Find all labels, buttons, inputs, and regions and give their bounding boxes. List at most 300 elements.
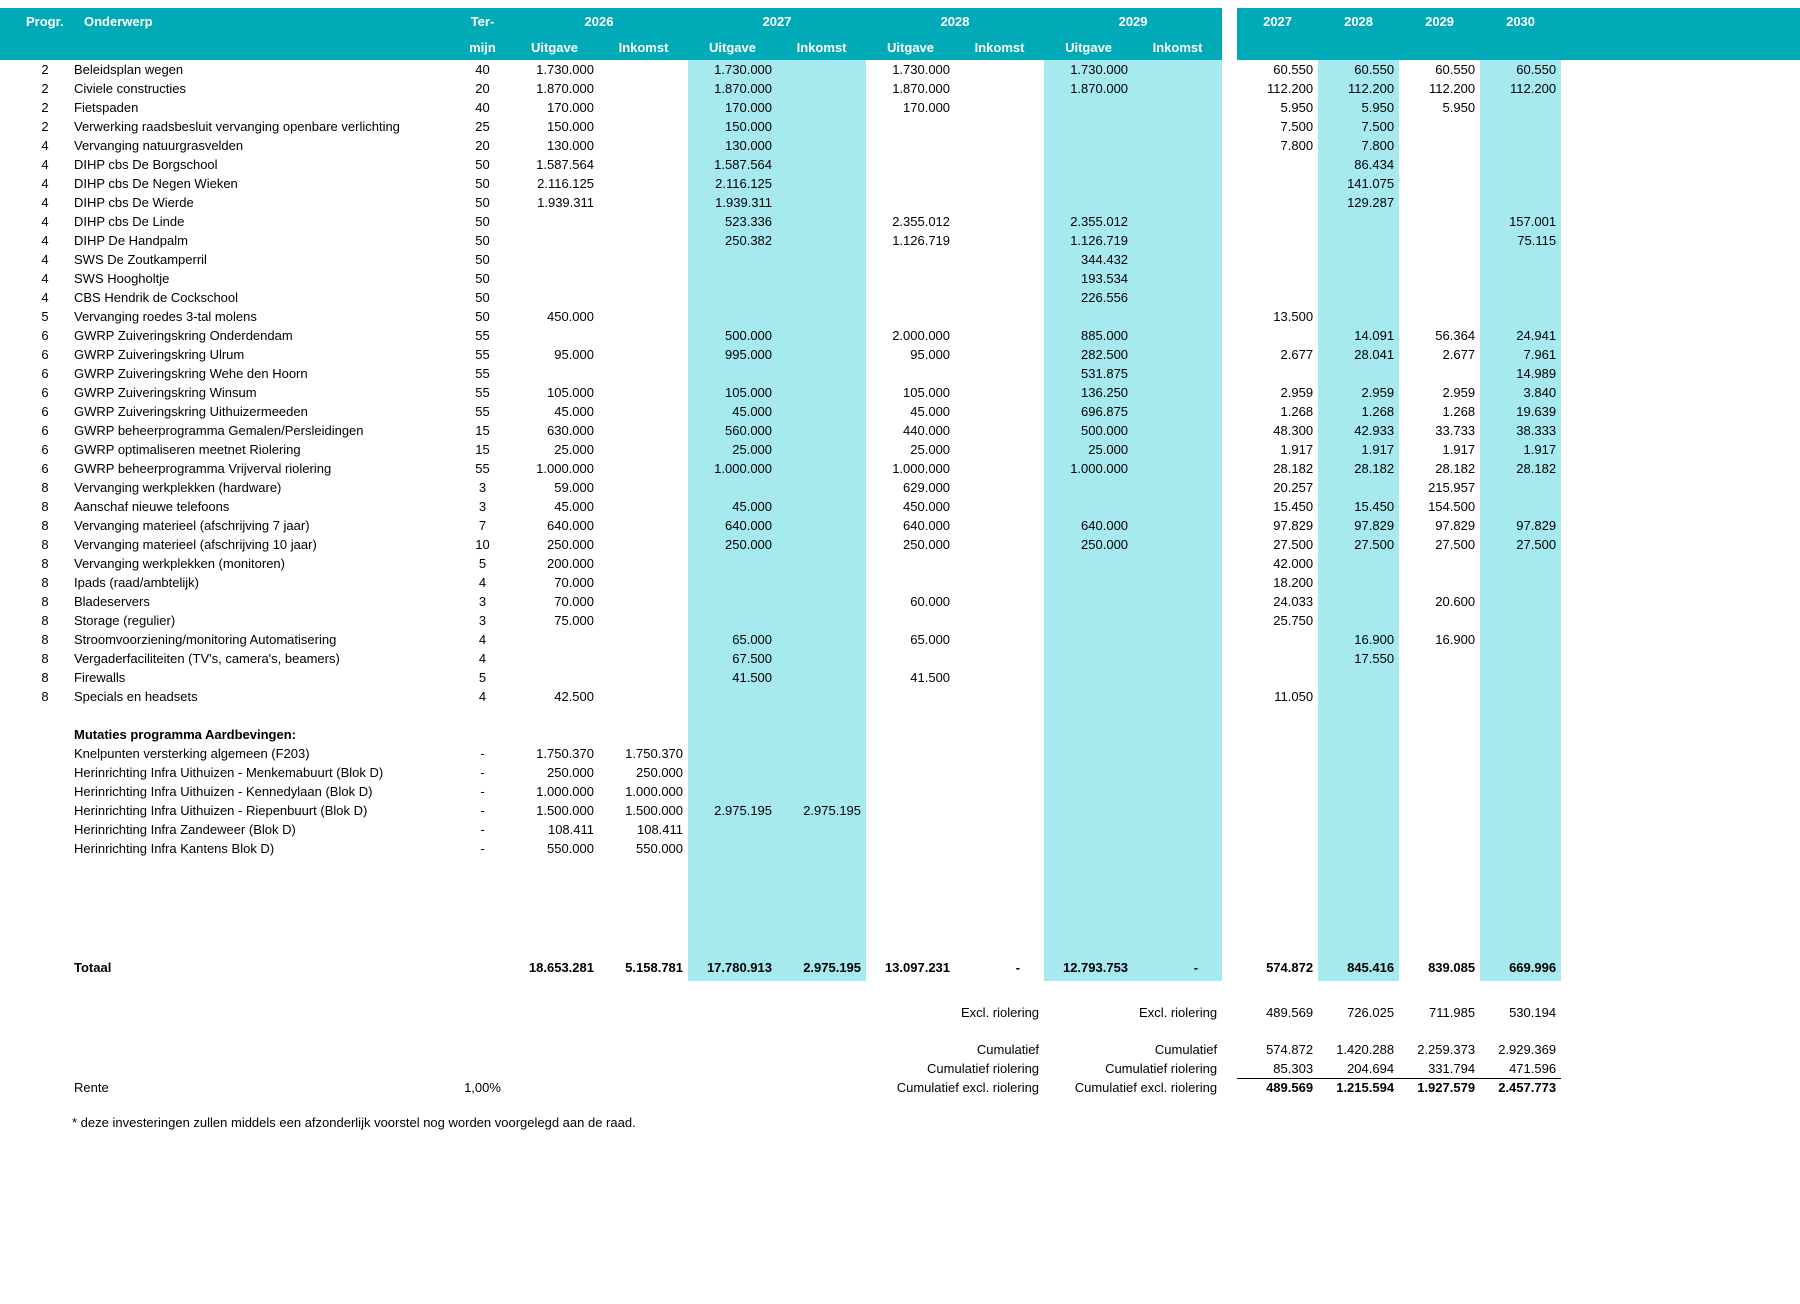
cell-lasten-2029: [1399, 288, 1480, 307]
cell-2027-uitgave: 2.116.125: [688, 174, 777, 193]
filler: [1561, 1059, 1800, 1078]
cell-lasten-2027: [1237, 820, 1318, 839]
cell-progr: [0, 934, 70, 953]
cell-lasten-2029: [1399, 554, 1480, 573]
cell-lasten-2027: [1237, 630, 1318, 649]
cell-lasten-2028: [1318, 364, 1399, 383]
filler: [1561, 231, 1800, 250]
cell-2029-uitgave: 250.000: [1044, 535, 1133, 554]
cell-2026-inkomst: [599, 649, 688, 668]
cell-lasten-2028: [1318, 668, 1399, 687]
cell-2029-inkomst: [1133, 801, 1222, 820]
cell-2028-uitgave: [866, 117, 955, 136]
cell-2029-inkomst: [1133, 554, 1222, 573]
totaal-2029-inkomst: -: [1133, 953, 1222, 981]
cell-2026-inkomst: [599, 706, 688, 725]
cell-lasten-2027: [1237, 706, 1318, 725]
cell-progr: [0, 1078, 70, 1097]
cell-2029-inkomst: [1133, 478, 1222, 497]
cell-lasten-2030: 3.840: [1480, 383, 1561, 402]
cell-2027-inkomst: [777, 763, 866, 782]
cell-2027-inkomst: [777, 98, 866, 117]
cell-2029-uitgave: 25.000: [1044, 440, 1133, 459]
cell-progr: [0, 782, 70, 801]
filler: [1561, 497, 1800, 516]
rente-value: 1,00%: [464, 1080, 501, 1095]
cell-progr: [0, 763, 70, 782]
table-row: [0, 231, 1800, 250]
cell-2028-inkomst: [955, 383, 1044, 402]
cell-lasten-2030: [1480, 592, 1561, 611]
filler: [1561, 1078, 1800, 1097]
cell-termijn: 55: [475, 347, 490, 362]
cell-2028-inkomst: [955, 231, 1044, 250]
cell-termijn: 40: [475, 100, 490, 115]
cell-lasten-2030: 28.182: [1480, 459, 1561, 478]
cell-lasten-2030: [1480, 820, 1561, 839]
year-header-right-2029: 2029: [1399, 8, 1480, 35]
cell-lasten-2029: 215.957: [1428, 480, 1476, 495]
cell-2028-uitgave: [866, 136, 955, 155]
cell-2027-uitgave: [688, 250, 777, 269]
cell-2028-inkomst: [955, 801, 1044, 820]
cell-lasten-2027: 42.000: [1273, 556, 1314, 571]
cell-2028-uitgave: [866, 725, 955, 744]
cell-lasten-2029: [1399, 858, 1480, 877]
cell-lasten-2029: [1399, 307, 1480, 326]
cell-2027-uitgave: 67.500: [688, 649, 777, 668]
column-gap: [1222, 345, 1237, 364]
cell-onderwerp: DIHP cbs De Borgschool: [74, 157, 218, 172]
cell-2028-uitgave: [866, 706, 955, 725]
cell-lasten-2030: 60.550: [1480, 60, 1561, 79]
table-row: [0, 98, 1800, 117]
cell-2027-inkomst: [777, 858, 866, 877]
table-row: [0, 364, 1800, 383]
cell-lasten-2030: 1.917: [1480, 440, 1561, 459]
cell-lasten-2030: [1480, 611, 1561, 630]
cell-progr: [0, 915, 70, 934]
column-gap: [1222, 459, 1237, 478]
cell-2026-uitgave: 630.000: [547, 423, 594, 438]
cell-2027-uitgave: 250.000: [688, 535, 777, 554]
column-gap: [1222, 60, 1237, 79]
cell-2028-inkomst: [955, 839, 1044, 858]
cell-progr: [0, 896, 70, 915]
cell-2027-inkomst: [777, 459, 866, 478]
cell-2026-uitgave: 550.000: [547, 841, 594, 856]
cell-progr: [0, 1059, 70, 1078]
cell-lasten-2028: 86.434: [1318, 155, 1399, 174]
cell-2029-inkomst: [1133, 706, 1222, 725]
cell-2027-inkomst: [777, 820, 866, 839]
cell-lasten-2030: [1480, 155, 1561, 174]
cell-progr: [0, 858, 70, 877]
cell-lasten-2027: 13.500: [1273, 309, 1314, 324]
filler: [1561, 554, 1800, 573]
table-row: [0, 79, 1800, 98]
cell-2026-uitgave: 1.939.311: [537, 195, 594, 210]
table-body: [0, 60, 1800, 953]
column-gap: [1222, 8, 1237, 35]
filler: [1561, 79, 1800, 98]
cell-2027-inkomst: [777, 668, 866, 687]
cell-lasten-2027: [1237, 801, 1318, 820]
totaal-2027-uitgave: 17.780.913: [688, 953, 777, 981]
cell-progr: 4: [41, 195, 49, 210]
header-empty: [0, 35, 70, 60]
cell-lasten-2027: [1237, 782, 1318, 801]
cell-termijn: 50: [475, 252, 490, 267]
filler: [1561, 516, 1800, 535]
cell-2027-inkomst: [777, 516, 866, 535]
cell-2026-inkomst: [599, 725, 688, 744]
footnote: * deze investeringen zullen middels een afzonderlijk voorstel nog worden voorgelegd aan de raad.: [72, 1115, 636, 1130]
cell-termijn: 55: [475, 366, 490, 381]
cell-2026-inkomst: [599, 915, 688, 934]
cell-termijn: [455, 725, 510, 744]
filler: [1561, 782, 1800, 801]
column-gap: [1222, 250, 1237, 269]
cell-progr: 8: [41, 518, 49, 533]
cell-lasten-2030: [1480, 934, 1561, 953]
cell-2029-inkomst: [1133, 117, 1222, 136]
cell-2029-uitgave: 226.556: [1044, 288, 1133, 307]
cell-2026-uitgave: 75.000: [554, 613, 594, 628]
year-header-2029: 2029: [1044, 8, 1222, 35]
cell-2029-inkomst: [1133, 269, 1222, 288]
filler: [1561, 212, 1800, 231]
cell-lasten-2027: 112.200: [1267, 81, 1314, 96]
cell-2026-uitgave: 42.500: [554, 689, 594, 704]
column-gap: [1222, 649, 1237, 668]
cell-lasten-2029: [1399, 877, 1480, 896]
cell-2028-inkomst: [955, 820, 1044, 839]
cell-onderwerp: DIHP cbs De Linde: [74, 214, 185, 229]
cell-2029-inkomst: [1133, 307, 1222, 326]
table-row: [0, 136, 1800, 155]
cell-2027-uitgave: [688, 820, 777, 839]
cell-2028-uitgave: 1.000.000: [892, 461, 951, 476]
col-header-onderwerp: Onderwerp: [70, 8, 455, 35]
col-header-termijn-line1: Ter-: [455, 8, 510, 35]
excl-riolering-label-right: Excl. riolering: [1139, 1005, 1218, 1020]
cell-2026-inkomst: [599, 136, 688, 155]
table-row: [0, 269, 1800, 288]
cell-2027-inkomst: [777, 782, 866, 801]
column-gap: [1222, 573, 1237, 592]
cell-2028-inkomst: [955, 858, 1044, 877]
cell-2028-inkomst: [955, 193, 1044, 212]
cell-progr: 8: [41, 480, 49, 495]
cell-2026-inkomst: 550.000: [636, 841, 684, 856]
cell-2026-uitgave: [510, 212, 599, 231]
cell-lasten-2029: [1399, 250, 1480, 269]
cell-onderwerp: Vervanging materieel (afschrijving 7 jaar): [74, 518, 310, 533]
rente-row: [0, 1078, 1800, 1097]
cell-2027-uitgave: 1.730.000: [688, 60, 777, 79]
cell-onderwerp: DIHP De Handpalm: [74, 233, 188, 248]
cell-2027-uitgave: [688, 687, 777, 706]
cell-progr: 8: [41, 632, 49, 647]
cell-termijn: 50: [475, 195, 490, 210]
table-row: [0, 174, 1800, 193]
cell-lasten-2027: [1237, 858, 1318, 877]
cell-2026-uitgave: [510, 934, 599, 953]
cell-termijn: 25: [475, 119, 490, 134]
cell-2027-inkomst: [777, 212, 866, 231]
cell-2028-inkomst: [955, 364, 1044, 383]
cell-lasten-2029: 16.900: [1435, 632, 1476, 647]
cumulatief-excl-2030: 2.457.773: [1480, 1078, 1561, 1097]
column-gap: [1222, 1059, 1237, 1078]
cell-lasten-2029: [1399, 611, 1480, 630]
col-header-progr: Progr.: [0, 8, 70, 35]
column-gap: [1222, 592, 1237, 611]
cell-lasten-2028: [1318, 687, 1399, 706]
cumulatief-2029: 2.259.373: [1417, 1042, 1476, 1057]
cell-termijn: 3: [478, 499, 487, 514]
cell-2028-uitgave: [866, 801, 955, 820]
cumulatief-2027: 574.872: [1266, 1042, 1314, 1057]
cell-termijn: 5: [478, 556, 487, 571]
cell-2028-inkomst: [955, 573, 1044, 592]
cell-2027-uitgave: [688, 269, 777, 288]
cell-2029-inkomst: [1133, 820, 1222, 839]
cell-2029-uitgave: [1044, 896, 1133, 915]
cell-2027-uitgave: 1.939.311: [688, 193, 777, 212]
cell-2028-inkomst: [955, 60, 1044, 79]
cell-2027-inkomst: [777, 421, 866, 440]
cell-progr: 8: [41, 499, 49, 514]
cell-termijn: [455, 877, 510, 896]
cell-2026-uitgave: [510, 288, 599, 307]
cell-2028-uitgave: 1.730.000: [892, 62, 951, 77]
cell-2027-uitgave: [688, 915, 777, 934]
cell-2026-inkomst: [599, 554, 688, 573]
cell-2029-inkomst: [1133, 839, 1222, 858]
filler: [1561, 858, 1800, 877]
cell-2027-inkomst: [777, 592, 866, 611]
cell-lasten-2030: [1480, 288, 1561, 307]
cell-termijn: 55: [475, 385, 490, 400]
cell-2027-uitgave: [688, 877, 777, 896]
filler: [1561, 440, 1800, 459]
cell-lasten-2029: [1399, 763, 1480, 782]
filler: [1561, 820, 1800, 839]
cell-2028-inkomst: [955, 459, 1044, 478]
column-gap: [1222, 478, 1237, 497]
cell-2027-uitgave: [688, 782, 777, 801]
cumulatief-riolering-2029: 331.794: [1428, 1060, 1476, 1076]
cell-onderwerp: SWS Hoogholtje: [74, 271, 170, 286]
cell-progr: 6: [41, 366, 49, 381]
cell-2029-uitgave: [1044, 820, 1133, 839]
cell-2026-uitgave: 70.000: [554, 594, 594, 609]
spacer-row: [0, 915, 1800, 934]
column-gap: [1222, 193, 1237, 212]
cell-2027-inkomst: [777, 60, 866, 79]
cell-lasten-2030: [1480, 782, 1561, 801]
cell-lasten-2027: 28.182: [1273, 461, 1314, 476]
cell-progr: [0, 953, 70, 981]
cell-termijn: [455, 934, 510, 953]
column-gap: [1222, 896, 1237, 915]
table-row: [0, 383, 1800, 402]
filler: [1561, 402, 1800, 421]
cell-lasten-2027: 5.950: [1280, 100, 1314, 115]
cell-2028-uitgave: [866, 611, 955, 630]
cell-2028-inkomst: [955, 269, 1044, 288]
cell-2029-inkomst: [1133, 744, 1222, 763]
column-gap: [1222, 326, 1237, 345]
cell-2027-inkomst: [777, 554, 866, 573]
cell-2027-uitgave: [688, 611, 777, 630]
filler: [1561, 326, 1800, 345]
cell-onderwerp: Vervanging werkplekken (monitoren): [74, 556, 285, 571]
cell-lasten-2030: [1480, 858, 1561, 877]
cell-lasten-2027: [1237, 326, 1318, 345]
filler: [1561, 383, 1800, 402]
filler: [1561, 364, 1800, 383]
cell-lasten-2027: [1237, 649, 1318, 668]
cell-2029-inkomst: [1133, 858, 1222, 877]
cell-2026-uitgave: 130.000: [547, 138, 594, 153]
cell-onderwerp: Firewalls: [74, 670, 126, 685]
cell-2029-inkomst: [1133, 630, 1222, 649]
cumulatief-excl-label-left: Cumulatief excl. riolering: [896, 1080, 1040, 1095]
cell-2028-uitgave: [866, 934, 955, 953]
table-row: [0, 250, 1800, 269]
cell-2028-inkomst: [955, 288, 1044, 307]
column-gap: [1222, 763, 1237, 782]
cell-2026-uitgave: 95.000: [554, 347, 594, 362]
year-header-2027: 2027: [688, 8, 866, 35]
cell-2026-inkomst: [599, 307, 688, 326]
cell-2029-uitgave: [1044, 877, 1133, 896]
cell-termijn: 3: [478, 613, 487, 628]
cell-2027-inkomst: [777, 307, 866, 326]
cell-termijn: 50: [475, 157, 490, 172]
cell-lasten-2030: [1480, 174, 1561, 193]
cell-2029-uitgave: 344.432: [1044, 250, 1133, 269]
cell-2026-uitgave: 200.000: [547, 556, 594, 571]
column-gap: [1222, 117, 1237, 136]
cell-onderwerp: Bladeservers: [74, 594, 150, 609]
cell-2026-uitgave: 108.411: [547, 822, 594, 837]
cell-2029-uitgave: [1044, 744, 1133, 763]
cell-lasten-2029: 5.950: [1442, 100, 1476, 115]
cell-lasten-2030: 75.115: [1480, 231, 1561, 250]
cell-2028-inkomst: [955, 611, 1044, 630]
cell-2028-inkomst: [955, 326, 1044, 345]
cell-2026-uitgave: [510, 915, 599, 934]
cell-2029-uitgave: 136.250: [1044, 383, 1133, 402]
cell-2027-inkomst: [777, 136, 866, 155]
cumulatief-excl-2029: 1.927.579: [1399, 1078, 1480, 1097]
cell-2027-uitgave: 1.000.000: [688, 459, 777, 478]
totaal-2027-inkomst: 2.975.195: [777, 953, 866, 981]
cell-2027-inkomst: [777, 839, 866, 858]
cell-2027-uitgave: [688, 763, 777, 782]
cell-lasten-2030: 38.333: [1480, 421, 1561, 440]
column-gap: [1222, 516, 1237, 535]
cell-lasten-2028: [1318, 934, 1399, 953]
filler: [1561, 1003, 1800, 1022]
cell-2029-uitgave: 1.126.719: [1044, 231, 1133, 250]
filler: [1561, 687, 1800, 706]
cell-onderwerp: Aanschaf nieuwe telefoons: [74, 499, 230, 514]
cell-lasten-2027: [1237, 915, 1318, 934]
spacer-row: [0, 981, 1800, 1003]
column-gap: [1222, 383, 1237, 402]
cell-2026-uitgave: 150.000: [547, 119, 594, 134]
cell-2028-inkomst: [955, 497, 1044, 516]
cell-lasten-2030: 14.989: [1480, 364, 1561, 383]
cell-2027-inkomst: [777, 877, 866, 896]
table-row: [0, 554, 1800, 573]
cell-2028-uitgave: [866, 288, 955, 307]
cell-2029-uitgave: 640.000: [1044, 516, 1133, 535]
cell-2026-uitgave: 59.000: [554, 480, 594, 495]
cell-2029-inkomst: [1133, 98, 1222, 117]
cell-2029-inkomst: [1133, 763, 1222, 782]
cell-2029-inkomst: [1133, 611, 1222, 630]
cell-2029-uitgave: [1044, 915, 1133, 934]
cell-lasten-2029: [1399, 117, 1480, 136]
table-row: [0, 687, 1800, 706]
cell-2026-inkomst: [599, 592, 688, 611]
sub-header-inkomst-2028: Inkomst: [955, 35, 1044, 60]
cell-progr: 4: [41, 252, 49, 267]
cell-2029-uitgave: 1.000.000: [1044, 459, 1133, 478]
cell-2028-inkomst: [955, 896, 1044, 915]
cell-2029-inkomst: [1133, 459, 1222, 478]
column-gap: [1222, 725, 1237, 744]
cell-2026-inkomst: [599, 877, 688, 896]
cell-onderwerp: DIHP cbs De Wierde: [74, 195, 194, 210]
cell-2026-uitgave: 1.000.000: [536, 784, 594, 799]
cell-2027-uitgave: [688, 288, 777, 307]
cell-2026-uitgave: [510, 725, 599, 744]
column-gap: [1222, 79, 1237, 98]
cell-lasten-2027: [1237, 668, 1318, 687]
cell-termijn: 55: [475, 461, 490, 476]
cell-2027-inkomst: [777, 193, 866, 212]
cell-2029-uitgave: [1044, 98, 1133, 117]
cell-lasten-2029: [1399, 744, 1480, 763]
header-row-sub: [0, 35, 1800, 60]
cell-lasten-2029: 28.182: [1435, 461, 1476, 476]
cell-lasten-2028: [1318, 839, 1399, 858]
table-row: [0, 307, 1800, 326]
cell-2027-uitgave: 65.000: [688, 630, 777, 649]
cell-lasten-2027: [1237, 288, 1318, 307]
totaal-row: [0, 953, 1800, 981]
cell-lasten-2027: [1237, 744, 1318, 763]
cell-lasten-2027: 48.300: [1273, 423, 1314, 438]
totaal-lasten-2030: 669.996: [1480, 953, 1561, 981]
cell-progr: 6: [41, 442, 49, 457]
cell-progr: 8: [41, 537, 49, 552]
cell-lasten-2028: 1.917: [1318, 440, 1399, 459]
cell-termijn: 3: [478, 594, 487, 609]
cell-2029-inkomst: [1133, 687, 1222, 706]
header-empty: [1480, 35, 1561, 60]
cell-lasten-2029: [1399, 896, 1480, 915]
cell-lasten-2028: 112.200: [1318, 79, 1399, 98]
year-header-right-2027: 2027: [1237, 8, 1318, 35]
